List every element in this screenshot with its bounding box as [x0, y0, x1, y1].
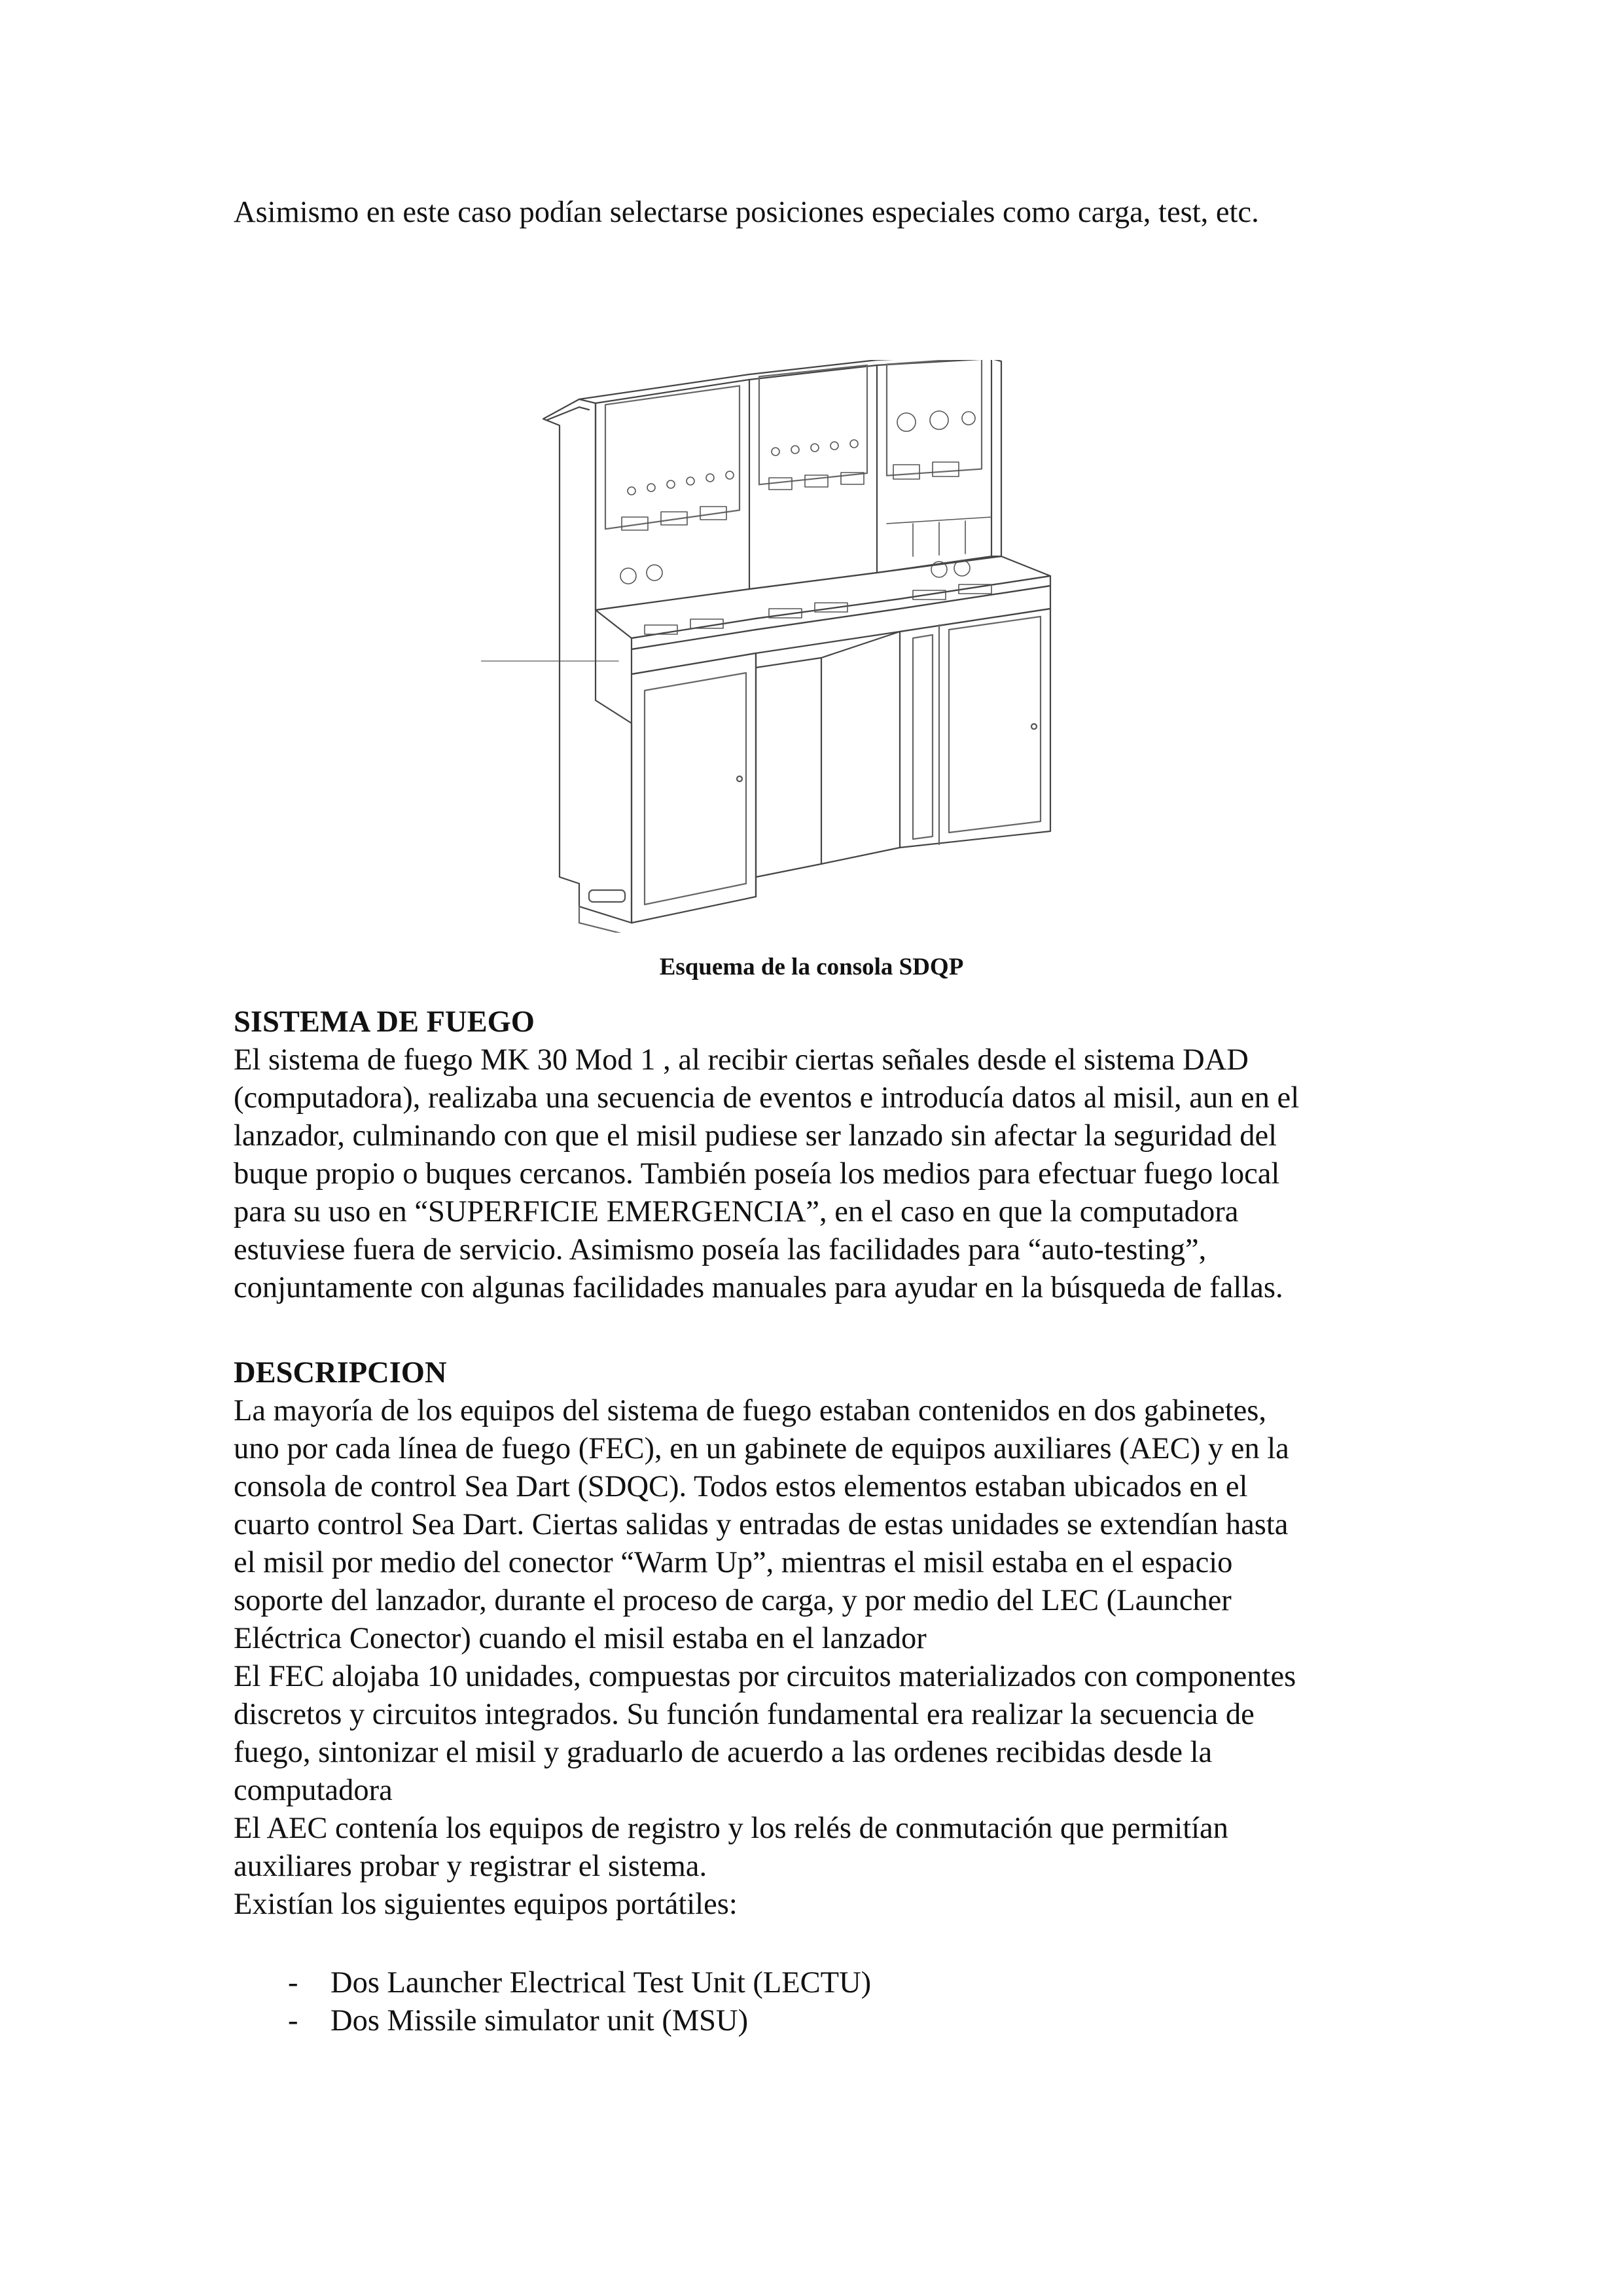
- text-line: cuarto control Sea Dart. Ciertas salidas y entradas de estas unidades se extendían hasta: [234, 1508, 1289, 1541]
- portable-equipment-list: [234, 1964, 871, 2040]
- text-line: (computadora), realizaba una secuencia de eventos e introducía datos al misil, aun en el: [234, 1081, 1300, 1115]
- text-line: consola de control Sea Dart (SDQC). Todos estos elementos estaban ubicados en el: [234, 1470, 1248, 1503]
- text-line: para su uso en “SUPERFICIE EMERGENCIA”, en el caso en que la computadora: [234, 1195, 1239, 1229]
- list-item-text: Dos Missile simulator unit (MSU): [330, 2004, 749, 2037]
- list-item: [234, 2002, 871, 2040]
- figure-caption: Esquema de la consola SDQP: [659, 954, 964, 980]
- section-paragraph-descripcion: [234, 1392, 1405, 1924]
- section-paragraph-sistema-de-fuego: [234, 1041, 1405, 1307]
- text-line: soporte del lanzador, durante el proceso de carga, y por medio del LEC (Launcher: [234, 1584, 1232, 1617]
- intro-paragraph: Asimismo en este caso podían selectarse posiciones especiales como carga, test, etc.: [234, 196, 1259, 229]
- text-line: estuviese fuera de servicio. Asimismo poseía las facilidades para “auto-testing”,: [234, 1233, 1207, 1266]
- text-line: auxiliares probar y registrar el sistema.: [234, 1850, 707, 1883]
- text-line: El FEC alojaba 10 unidades, compuestas por circuitos materializados con componentes: [234, 1660, 1296, 1693]
- text-line: Existían los siguientes equipos portátiles:: [234, 1888, 738, 1921]
- text-line: conjuntamente con algunas facilidades manuales para ayudar en la búsqueda de fallas.: [234, 1271, 1283, 1304]
- text-line: El AEC contenía los equipos de registro y los relés de conmutación que permitían: [234, 1812, 1228, 1845]
- section-heading-descripcion: DESCRIPCION: [234, 1356, 447, 1390]
- text-line: Eléctrica Conector) cuando el misil estaba en el lanzador: [234, 1622, 927, 1655]
- list-dash: -: [288, 1966, 298, 2000]
- list-item: [234, 1964, 871, 2002]
- text-line: La mayoría de los equipos del sistema de fuego estaban contenidos en dos gabinetes,: [234, 1394, 1266, 1427]
- text-line: buque propio o buques cercanos. También poseía los medios para efectuar fuego local: [234, 1157, 1280, 1191]
- text-line: fuego, sintonizar el misil y graduarlo de acuerdo a las ordenes recibidas desde la: [234, 1736, 1213, 1769]
- text-line: computadora: [234, 1774, 393, 1807]
- text-line: el misil por medio del conector “Warm Up”, mientras el misil estaba en el espacio: [234, 1546, 1233, 1579]
- console-illustration: [481, 360, 1116, 933]
- list-item-text: Dos Launcher Electrical Test Unit (LECTU): [330, 1966, 872, 2000]
- text-line: uno por cada línea de fuego (FEC), en un gabinete de equipos auxiliares (AEC) y en la: [234, 1432, 1289, 1465]
- text-line: El sistema de fuego MK 30 Mod 1 , al recibir ciertas señales desde el sistema DAD: [234, 1043, 1249, 1077]
- text-line: lanzador, culminando con que el misil pudiese ser lanzado sin afectar la seguridad del: [234, 1119, 1277, 1153]
- section-heading-sistema-de-fuego: SISTEMA DE FUEGO: [234, 1005, 535, 1039]
- list-dash: -: [288, 2004, 298, 2037]
- text-line: discretos y circuitos integrados. Su función fundamental era realizar la secuencia de: [234, 1698, 1255, 1731]
